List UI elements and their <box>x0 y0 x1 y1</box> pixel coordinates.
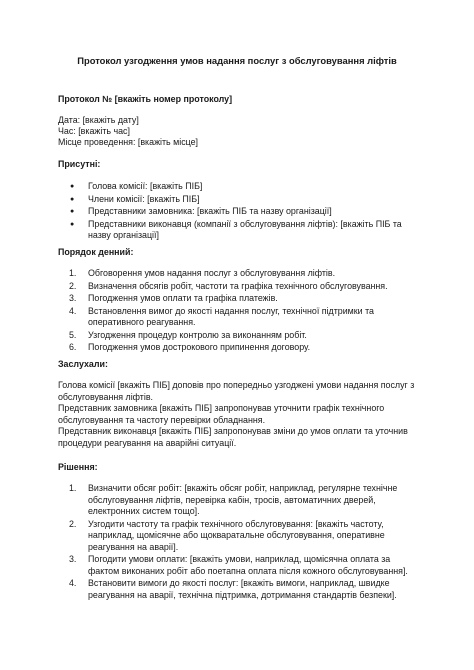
number-marker: 1. <box>69 483 77 493</box>
number-marker: 5. <box>69 329 77 340</box>
list-item <box>58 219 402 242</box>
paragraph-line: Представник виконавця [вкажіть ПІБ] запропонував зміни до умов оплати та уточнив <box>58 426 408 436</box>
list-item <box>58 281 388 293</box>
list-item-line: реагування на аварії]. <box>88 541 179 552</box>
meta-time: Час: [вкажіть час] <box>58 126 130 136</box>
list-item <box>58 519 408 554</box>
list-item-line: реагування на аварії, технічна підтримка, дотримання стандартів безпеки]. <box>88 589 397 600</box>
list-item-line: Встановлення вимог до якості надання послуг, технічної підтримки та <box>88 305 374 316</box>
number-marker: 3. <box>69 293 77 303</box>
list-item-line: обслуговування ліфтів, перевірка кабін, тросів, автоматичних дверей, <box>88 494 376 505</box>
list-item-line: оперативного реагування. <box>88 317 196 327</box>
number-marker: 6. <box>69 342 77 352</box>
meta-date: Дата: [вкажіть дату] <box>58 115 139 125</box>
list-item <box>58 578 408 601</box>
list-item <box>58 206 402 218</box>
list-item-line: Визначення обсягів робіт, частоти та графіка технічного обслуговування. <box>88 280 388 291</box>
list-item-line: Узгодження процедур контролю за виконанням робіт. <box>88 329 307 340</box>
number-marker: 3. <box>69 554 77 564</box>
heard-heading: Заслухали: <box>58 359 108 369</box>
list-item-line: наприклад, щомісячне або щокваратальне обслуговування, оперативне <box>88 530 385 540</box>
bullet-marker: ● <box>70 208 75 215</box>
list-item-line: Представники замовника: [вкажіть ПІБ та назву організації] <box>88 206 332 216</box>
list-item-line: назву організації] <box>88 230 159 240</box>
number-marker: 2. <box>69 518 77 529</box>
list-item-line: Обговорення умов надання послуг з обслуговування ліфтів. <box>88 268 336 278</box>
list-item-line: Узгодити частоту та графік технічного обслуговування: [вкажіть частоту, <box>88 518 384 529</box>
bullet-marker: ● <box>70 220 75 228</box>
list-item-line: фактом виконаних робіт або поетапна оплата після кожного обслуговування]. <box>88 565 408 576</box>
meta-place: Місце проведення: [вкажіть місце] <box>58 137 199 147</box>
heard-paragraph <box>58 380 416 449</box>
list-item <box>58 293 388 305</box>
number-marker: 4. <box>69 578 77 588</box>
agenda-heading: Порядок денний: <box>58 247 134 257</box>
bullet-marker: ● <box>70 183 75 190</box>
list-item <box>58 268 388 280</box>
list-item <box>58 330 388 342</box>
list-item <box>58 483 408 518</box>
agenda-list <box>58 268 388 355</box>
paragraph-line: Представник замовника [вкажіть ПІБ] запропонував уточнити графік технічного <box>58 403 385 413</box>
protocol-number: Протокол № [вкажіть номер протоколу] <box>58 94 233 104</box>
paragraph-line: Голова комісії [вкажіть ПІБ] доповів про попередньо узгоджені умови надання послуг з <box>58 380 415 390</box>
decisions-heading: Рішення: <box>58 462 98 472</box>
list-item-line: електронних систем тощо]. <box>88 506 200 516</box>
paragraph-line: обслуговування ліфтів. <box>58 391 154 402</box>
paragraph-line: обслуговування та частоту перевірки обладнання. <box>58 414 266 425</box>
list-item-line: Погодити умови оплати: [вкажіть умови, наприклад, щомісячна оплата за <box>88 554 391 564</box>
list-item <box>58 554 408 577</box>
present-heading: Присутні: <box>58 159 101 169</box>
paragraph-line: процедури реагування на аварійні ситуації. <box>58 437 237 448</box>
list-item-line: Голова комісії: [вкажіть ПІБ] <box>88 181 203 191</box>
list-item-line: Визначити обсяг робіт: [вкажіть обсяг робіт, наприклад, регулярне технічне <box>88 483 398 493</box>
decisions-list <box>58 483 408 602</box>
list-item-line: Встановити вимоги до якості послуг: [вкажіть вимоги, наприклад, швидке <box>88 578 390 588</box>
list-item <box>58 181 402 193</box>
list-item <box>58 194 402 206</box>
list-item-line: Погодження умов дострокового припинення договору. <box>88 342 311 352</box>
document-title: Протокол узгодження умов надання послуг з обслуговування ліфтів <box>77 55 397 66</box>
list-item-line: Члени комісії: [вкажіть ПІБ] <box>88 193 200 204</box>
present-list <box>58 181 402 243</box>
bullet-marker: ● <box>70 195 75 203</box>
list-item <box>58 342 388 354</box>
number-marker: 2. <box>69 280 77 291</box>
list-item-line: Погодження умов оплати та графіка платежів. <box>88 293 278 303</box>
list-item <box>58 306 388 329</box>
number-marker: 4. <box>69 305 77 316</box>
list-item-line: Представники виконавця (компанії з обслуговування ліфтів): [вкажіть ПІБ та <box>88 218 402 229</box>
number-marker: 1. <box>69 268 77 278</box>
